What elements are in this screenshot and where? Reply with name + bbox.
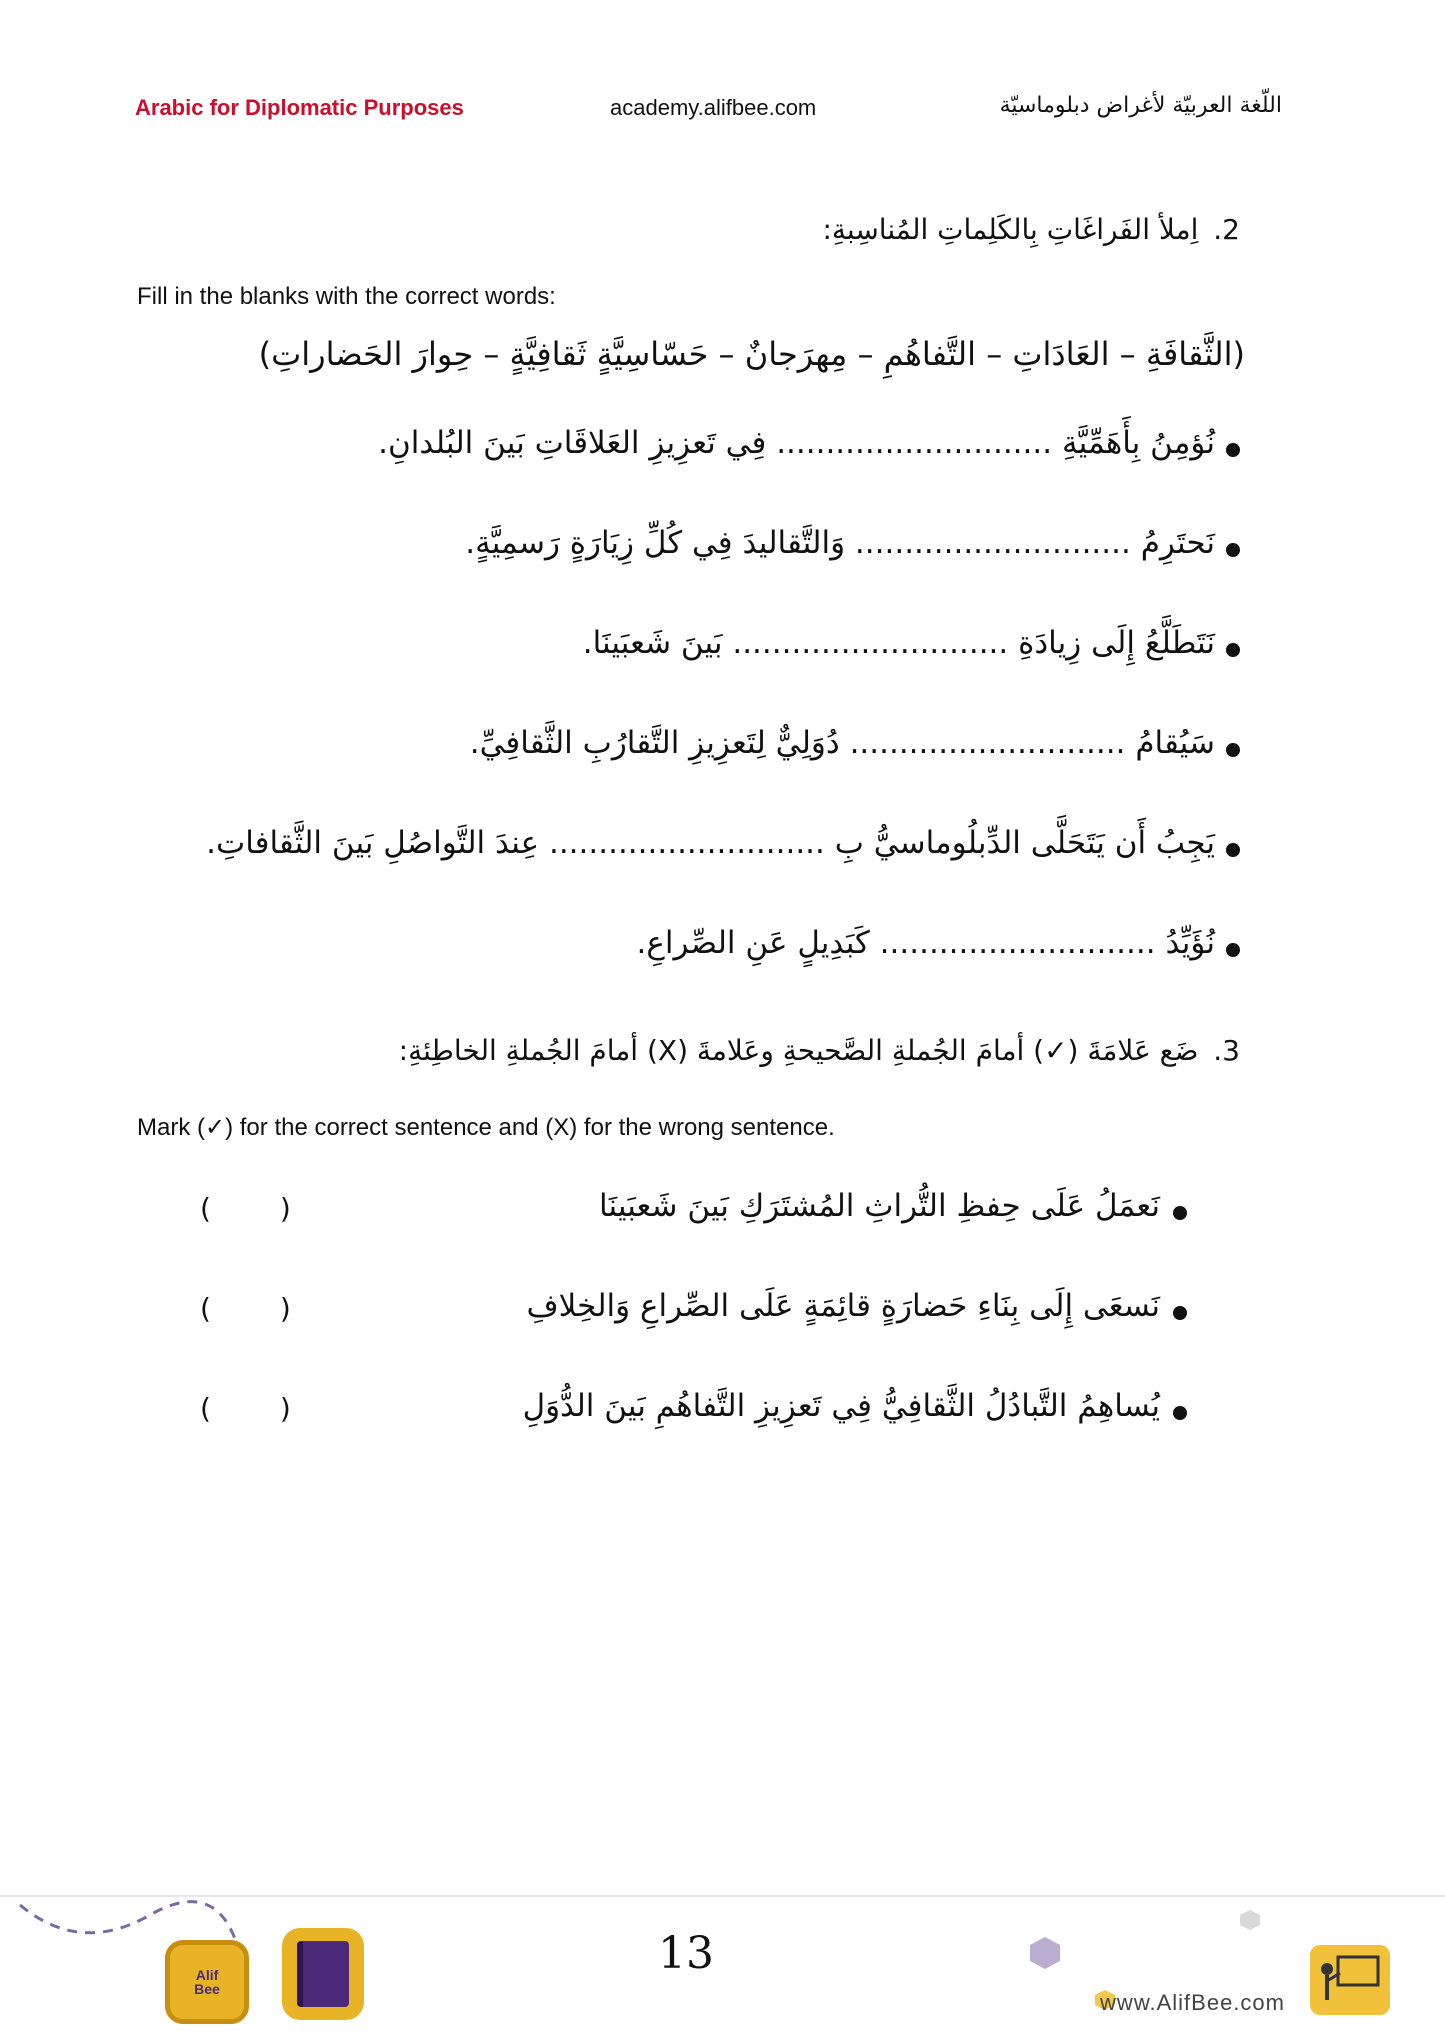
- bullet-icon: [1226, 543, 1240, 557]
- answer-box[interactable]: ( ): [200, 1192, 321, 1225]
- bullet-icon: [1226, 443, 1240, 457]
- logo-text-bee: Bee: [194, 1981, 220, 1997]
- fill-blank-item: [470, 725, 1215, 761]
- bullet-icon: [1226, 843, 1240, 857]
- section3-title: [399, 1034, 1240, 1067]
- item-text-after: دُوَلِيٌّ لِتَعزِيزِ التَّقارُبِ الثَّقافِيِّ.: [469, 725, 840, 761]
- blank-field[interactable]: ............................: [548, 825, 825, 861]
- logo-text-alif: Alif: [195, 1967, 219, 1983]
- bullet-icon: [1226, 643, 1240, 657]
- bullet-icon: [1173, 1306, 1187, 1320]
- section3-title-text: ضَع عَلامَةَ (✓) أمامَ الجُملةِ الصَّحيحةِ وعَلامةَ (X) أمامَ الجُملةِ الخاطِئةِ:: [398, 1034, 1199, 1067]
- item-text-before: نُؤَيِّدُ: [1165, 925, 1215, 961]
- true-false-statement: نَعمَلُ عَلَى حِفظِ التُّراثِ المُشتَرَكِ بَينَ شَعبَينَا: [599, 1188, 1160, 1224]
- bullet-icon: [1173, 1406, 1187, 1420]
- item-text-before: سَيُقامُ: [1135, 725, 1215, 761]
- bullet-icon: [1226, 943, 1240, 957]
- blank-field[interactable]: ............................: [879, 925, 1156, 961]
- header-arabic-title: اللّغة العربيّة لأغراض دبلوماسيّة: [999, 93, 1282, 118]
- true-false-statement: نَسعَى إِلَى بِنَاءِ حَضارَةٍ قائِمَةٍ عَلَى الصِّراعِ وَالخِلافِ: [526, 1288, 1160, 1324]
- fill-blank-item: [378, 425, 1215, 461]
- footer-url[interactable]: www.AlifBee.com: [1100, 1990, 1285, 2015]
- page-number: 13: [658, 1928, 714, 1979]
- true-false-statement: يُساهِمُ التَّبادُلُ الثَّقافِيُّ فِي تَعزِيزِ التَّفاهُمِ بَينَ الدُّوَلِ: [522, 1388, 1160, 1424]
- blank-field[interactable]: ............................: [732, 625, 1009, 661]
- header-website[interactable]: academy.alifbee.com: [610, 95, 817, 120]
- section3-instruction: Mark (✓) for the correct sentence and (X) for the wrong sentence.: [137, 1114, 835, 1141]
- header-course-title: Arabic for Diplomatic Purposes: [135, 95, 464, 120]
- word-bank: (الثَّقافَةِ – العَادَاتِ – التَّفاهُمِ – مِهرَجانٌ – حَسّاسِيَّةٍ ثَقافِيَّةٍ – حِوارَ الحَضاراتِ): [258, 335, 1245, 373]
- blank-field[interactable]: ............................: [854, 525, 1131, 561]
- fill-blank-item: [637, 925, 1216, 961]
- answer-box[interactable]: ( ): [200, 1392, 321, 1425]
- section2-instruction: Fill in the blanks with the correct words:: [137, 283, 556, 310]
- bullet-icon: [1173, 1206, 1187, 1220]
- fill-blank-item: [206, 825, 1215, 861]
- item-text-after: كَبَدِيلٍ عَنِ الصِّراعِ.: [636, 925, 870, 961]
- alifbee-logo: [165, 1940, 249, 2024]
- section3-number: 3.: [1213, 1034, 1240, 1067]
- item-text-before: نَتَطَلَّعُ إِلَى زِيادَةِ: [1018, 625, 1215, 661]
- section2-number: 2.: [1213, 213, 1240, 246]
- fill-blank-item: [465, 525, 1215, 561]
- book-icon: [282, 1928, 364, 2020]
- item-text-after: فِي تَعزِيزِ العَلاقَاتِ بَينَ البُلدانِ.: [378, 425, 767, 461]
- item-text-before: نُؤمِنُ بِأَهَمِّيَّةِ: [1061, 425, 1215, 461]
- item-text-after: عِندَ التَّواصُلِ بَينَ الثَّقافاتِ.: [206, 825, 540, 861]
- item-text-after: وَالتَّقاليدَ فِي كُلِّ زِيَارَةٍ رَسمِيَّةٍ.: [465, 525, 846, 561]
- item-text-before: يَجِبُ أَن يَتَحَلَّى الدِّبلُوماسيُّ بِ: [834, 825, 1215, 861]
- section2-title-text: اِملأ الفَراغَاتِ بِالكَلِماتِ المُناسِبةِ:: [822, 213, 1199, 246]
- item-text-after: بَينَ شَعبَينَا.: [582, 625, 723, 661]
- blank-field[interactable]: ............................: [776, 425, 1053, 461]
- teacher-board-icon: [1310, 1945, 1390, 2015]
- section2-title: [822, 213, 1240, 246]
- fill-blank-item: [583, 625, 1215, 661]
- bullet-icon: [1226, 743, 1240, 757]
- answer-box[interactable]: ( ): [200, 1292, 321, 1325]
- item-text-before: نَحتَرِمُ: [1140, 525, 1215, 561]
- blank-field[interactable]: ............................: [849, 725, 1126, 761]
